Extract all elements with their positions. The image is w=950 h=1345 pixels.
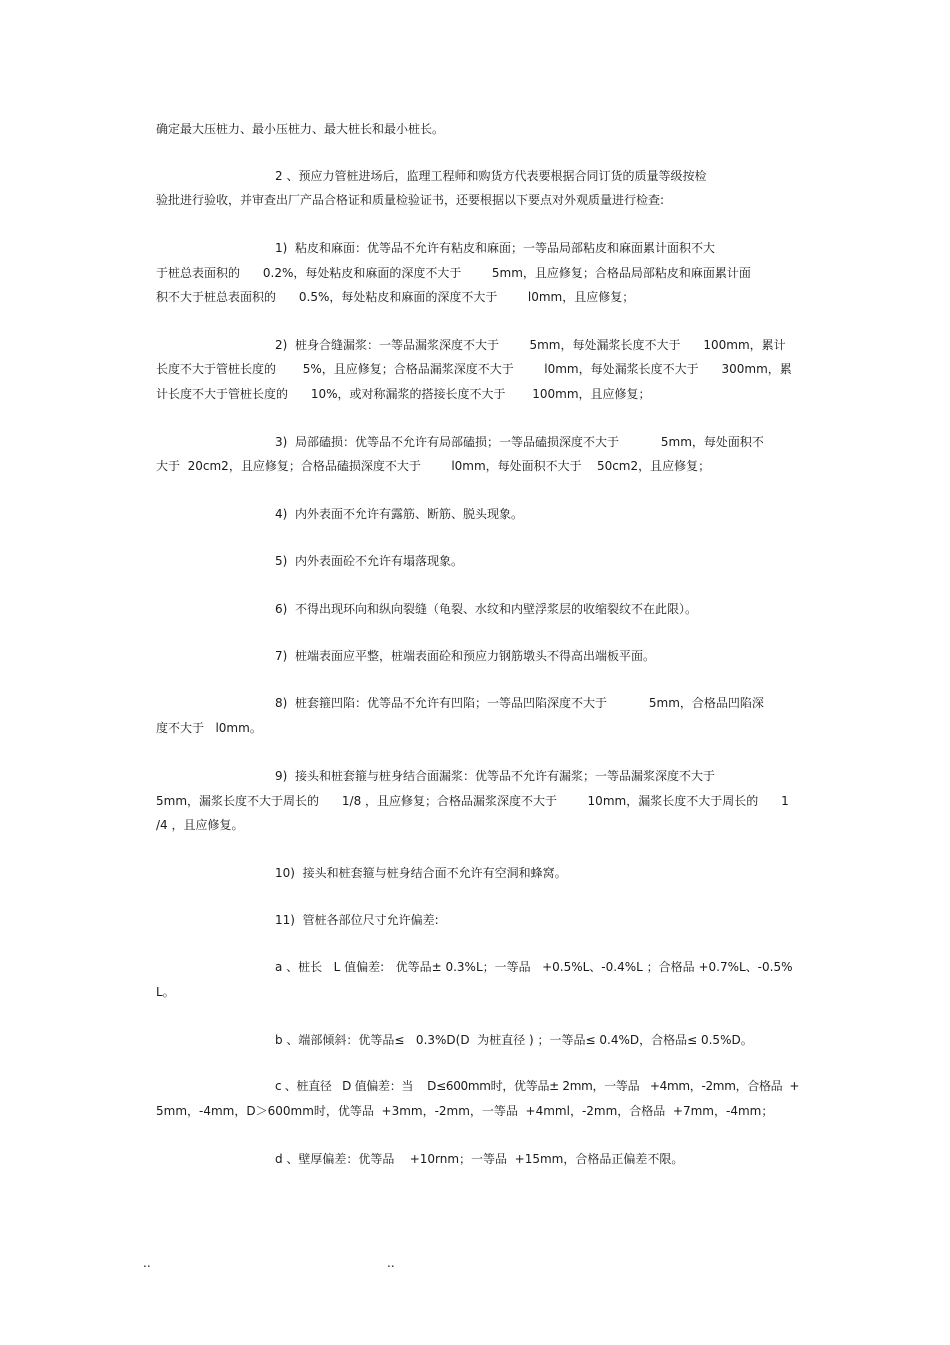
paragraph-line: 计长度不大于管桩长度的 10%，或对称漏浆的搭接长度不大于 100mm，且应修复；	[156, 387, 651, 401]
paragraph-line: 5) 内外表面砼不允许有塌落现象。	[275, 554, 463, 568]
footer-right-mark: ..	[387, 1256, 395, 1270]
paragraph-line: 积不大于桩总表面积的 0.5%，每处粘皮和麻面的深度不大于 l0mm，且应修复；	[156, 290, 635, 304]
paragraph-line: 长度不大于管桩长度的 5%，且应修复；合格品漏浆深度不大于 l0mm，每处漏浆长度不大于 300mm，累	[156, 362, 792, 376]
paragraph-line: b 、端部倾斜：优等品≤ 0.3%D(D 为桩直径 ) ；一等品≤ 0.4%D，合格品≤ 0.5%D。	[275, 1033, 753, 1047]
paragraph-line: a 、桩长 L 值偏差: 优等品± 0.3%L；一等品 +0.5%L、-0.4%L ；合格品 +0.7%L、-0.5%	[275, 960, 793, 974]
paragraph-line: 5mm，-4mm，D＞600mm时，优等品 +3mm，-2mm，一等品 +4mml，-2mm，合格品 +7mm，-4mm；	[156, 1104, 774, 1118]
paragraph-line: 2 、预应力管桩进场后，监理工程师和购货方代表要根据合同订货的质量等级按检	[275, 169, 707, 183]
paragraph-line: 11) 管桩各部位尺寸允许偏差:	[275, 913, 439, 927]
paragraph-line: c 、桩直径 D 值偏差：当 D≤600mm时，优等品± 2mm，一等品 +4mm，-2mm，合格品 +	[275, 1079, 800, 1093]
paragraph-line: 3) 局部磕损：优等品不允许有局部磕损；一等品磕损深度不大于 5mm，每处面积不	[275, 435, 764, 449]
paragraph-line: 10) 接头和桩套箍与桩身结合面不允许有空洞和蜂窝。	[275, 866, 567, 880]
paragraph-line: 4) 内外表面不允许有露筋、断筋、脱头现象。	[275, 507, 523, 521]
paragraph-line: 验批进行验收，并审查出厂产品合格证和质量检验证书，还要根据以下要点对外观质量进行检查:	[156, 193, 665, 207]
paragraph-line: 1) 粘皮和麻面：优等品不允许有粘皮和麻面；一等品局部粘皮和麻面累计面积不大	[275, 241, 715, 255]
paragraph-line: 8) 桩套箍凹陷：优等品不允许有凹陷；一等品凹陷深度不大于 5mm，合格品凹陷深	[275, 696, 764, 710]
paragraph-line: d 、壁厚偏差：优等品 +10rnm；一等品 +15mm，合格品正偏差不限。	[275, 1152, 684, 1166]
paragraph-line: 大于 20cm2，且应修复；合格品磕损深度不大于 l0mm，每处面积不大于 50cm2，且应修复；	[156, 459, 711, 473]
paragraph-line: 于桩总表面积的 0.2%，每处粘皮和麻面的深度不大于 5mm，且应修复；合格品局部粘皮和麻面累计面	[156, 266, 751, 280]
paragraph-line: 2) 桩身合缝漏浆：一等品漏浆深度不大于 5mm，每处漏浆长度不大于 100mm，累计	[275, 338, 786, 352]
paragraph-line: L。	[156, 985, 175, 999]
paragraph-line: 9) 接头和桩套箍与桩身结合面漏浆：优等品不允许有漏浆；一等品漏浆深度不大于	[275, 769, 715, 783]
paragraph-line: 6) 不得出现环向和纵向裂缝（龟裂、水纹和内壁浮浆层的收缩裂纹不在此限）。	[275, 602, 697, 616]
paragraph-line: /4 ，且应修复。	[156, 818, 244, 832]
footer-left-mark: ..	[143, 1256, 151, 1270]
paragraph-line: 5mm，漏浆长度不大于周长的 1/8 ，且应修复；合格品漏浆深度不大于 10mm，漏浆长度不大于周长的 1	[156, 794, 789, 808]
paragraph-line: 7) 桩端表面应平整，桩端表面砼和预应力钢筋墩头不得高出端板平面。	[275, 649, 655, 663]
paragraph-line: 确定最大压桩力、最小压桩力、最大桩长和最小桩长。	[156, 122, 445, 136]
paragraph-line: 度不大于 l0mm。	[156, 721, 262, 735]
